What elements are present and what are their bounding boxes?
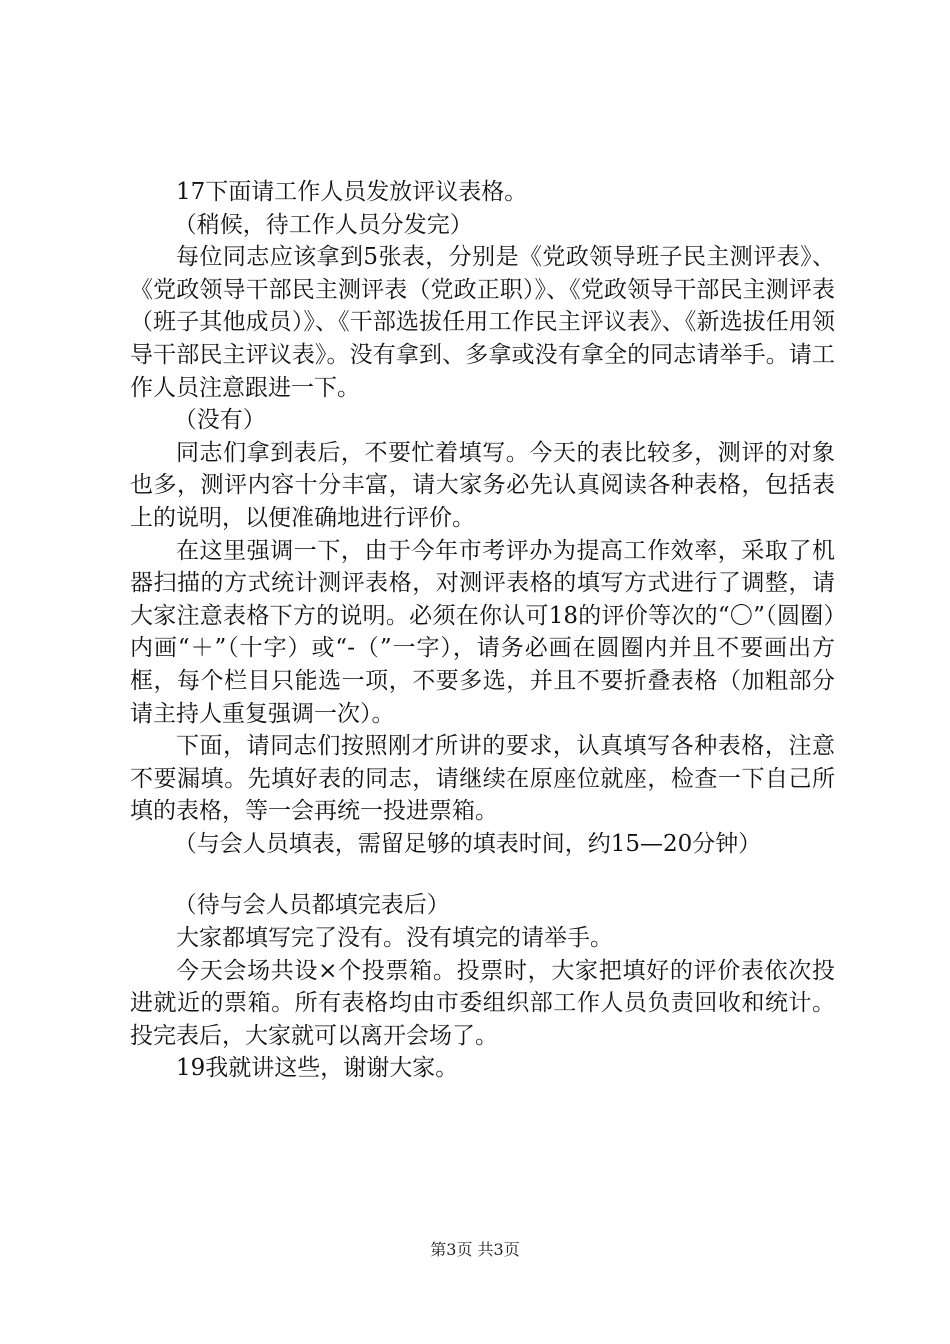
paragraph-closing: 19我就讲这些，谢谢大家。: [176, 1055, 459, 1082]
document-body: [130, 176, 835, 1085]
paragraph-distribute-forms: 17下面请工作人员发放评议表格。: [176, 179, 528, 205]
paragraph-fill-instructions: 在这里强调一下，由于今年市考评办为提高工作效率，采取了机器扫描的方式统计测评表格，对测评表格的填写方式进行了调整，请大家注意表格下方的说明。必须在你认可18的评价等次的“〇”（圆圈）内画“＋”（十字）或“-（”一字），请务必画在圆圈内并且不要画出方框，每个栏目只能选一项，不要多选，并且不要折叠表格（加粗部分请主持人重复强调一次）。: [130, 537, 835, 727]
paragraph-after-fill-note: （待与会人员都填完表后）: [173, 892, 450, 919]
paragraph-wait-note: （稍候，待工作人员分发完）: [173, 211, 473, 238]
paragraph-raise-hand: 大家都填写完了没有。没有填完的请举手。: [176, 925, 613, 952]
paragraph-read-carefully: 同志们拿到表后，不要忙着填写。今天的表比较多，测评的对象也多，测评内容十分丰富，请大家务必先认真阅读各种表格，包括表上的说明，以便准确地进行评价。: [130, 439, 835, 531]
paragraph-fill-forms: 下面，请同志们按照刚才所讲的要求，认真填写各种表格，注意不要漏填。先填好表的同志，请继续在原座位就座，检查一下自己所填的表格，等一会再统一投进票箱。: [130, 733, 835, 825]
page-number-footer: 第3页 共3页: [430, 1240, 520, 1259]
paragraph-time-note: （与会人员填表，需留足够的填表时间，约15—20分钟）: [173, 830, 762, 857]
paragraph-ballot-boxes: 今天会场共设×个投票箱。投票时，大家把填好的评价表依次投进就近的票箱。所有表格均由市委组织部工作人员负责回收和统计。投完表后，大家就可以离开会场了。: [130, 957, 835, 1049]
paragraph-none-note: （没有）: [173, 407, 266, 434]
paragraph-form-list: 每位同志应该拿到5张表，分别是《党政领导班子民主测评表》、《党政领导干部民主测评表（党政正职）》、《党政领导干部民主测评表（班子其他成员）》、《干部选拔任用工作民主评议表》、《新选拔任用领导干部民主评议表》。没有拿到、多拿或没有拿全的同志请举手。请工作人员注意跟进一下。: [130, 244, 835, 401]
